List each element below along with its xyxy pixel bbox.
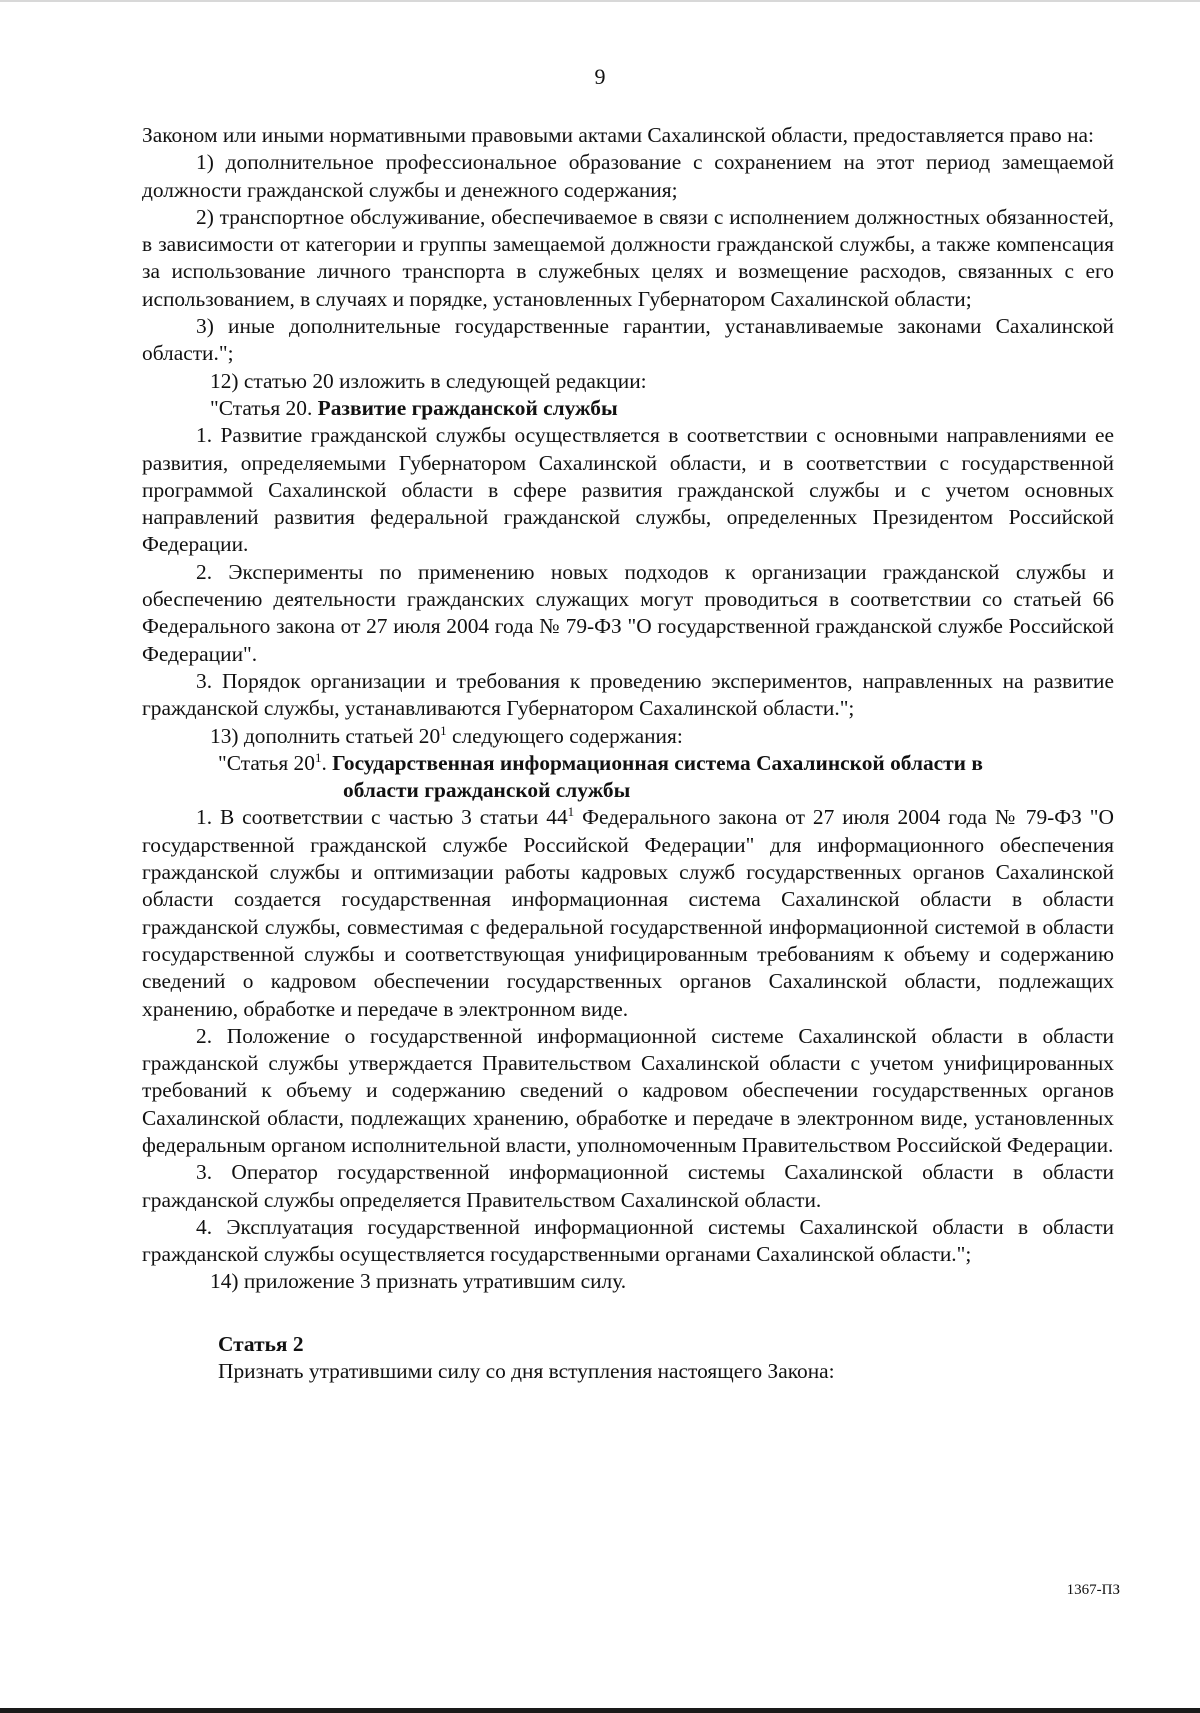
amendment-text: 13) дополнить статьей 20 <box>210 723 441 748</box>
article-title-prefix: "Статья 20 <box>218 750 315 775</box>
article-title-bold-continued: области гражданской службы <box>343 778 631 803</box>
paragraph: 4. Эксплуатация государственной информационной системы Сахалинской области в области гражданской службы осуществляется государственными органами Сахалинской области."; <box>142 1214 1114 1267</box>
amendment-item: 12) статью 20 изложить в следующей редакции: <box>210 368 647 393</box>
list-item: 2) транспортное обслуживание, обеспечиваемое в связи с исполнением должностных обязанностей, в зависимости от категории и группы замещаемой должности гражданской службы, а также компенсация за использование личного транспорта в служебных целях и возмещение расходов, связанных с его использованием, в случаях и порядке, установленных Губернатором Сахалинской области; <box>142 204 1114 311</box>
superscript: 1 <box>567 804 575 820</box>
superscript: 1 <box>314 749 322 765</box>
paragraph: 2. Положение о государственной информационной системе Сахалинской области в области гражданской службы утверждается Правительством Сахалинской области с учетом унифицированных требований к объему и содержанию сведений о кадровом обеспечении государственных органов Сахалинской области, подлежащих хранению, обработке и передаче в электронном виде, установленных федеральным органом исполнительной власти, уполномоченным Правительством Российской Федерации. <box>142 1023 1114 1157</box>
article-title <box>142 750 1114 805</box>
amendment-text: следующего содержания: <box>446 723 683 748</box>
paragraph: 2. Эксперименты по применению новых подходов к организации гражданской службы и обеспечению деятельности гражданских служащих могут проводиться в соответствии со статьей 66 Федерального закона от 27 июля 2004 года № 79-ФЗ "О государственной гражданской службе Российской Федерации". <box>142 559 1114 666</box>
paragraph: 3. Оператор государственной информационной системы Сахалинской области в области гражданской службы определяется Правительством Сахалинской области. <box>142 1160 1114 1212</box>
bottom-edge-line <box>0 1708 1200 1713</box>
document-code: 1367-ПЗ <box>1066 1582 1120 1598</box>
list-item: 3) иные дополнительные государственные гарантии, устанавливаемые законами Сахалинской области."; <box>142 314 1114 366</box>
article-title-prefix: "Статья 20. <box>210 395 318 420</box>
amendment-item <box>142 723 1114 750</box>
article-heading: Статья 2 <box>218 1331 304 1356</box>
paragraph: 3. Порядок организации и требования к проведению экспериментов, направленных на развитие гражданской службы, устанавливаются Губернатором Сахалинской области."; <box>142 668 1114 721</box>
superscript: 1 <box>440 722 447 738</box>
page-number: 9 <box>594 64 606 89</box>
paragraph: 1. Развитие гражданской службы осуществляется в соответствии с основными направлениями ее развития, определяемыми Губернатором Сахалинской области, и в соответствии с государственной программой Сахалинской области в сфере развития гражданской службы и с учетом основных направлений развития федеральной гражданской службы, определенных Президентом Российской Федерации. <box>142 423 1114 557</box>
paragraph-text: Федерального закона от 27 июля 2004 года № 79-ФЗ "О государственной гражданской службе Российской Федерации" для информационного обеспечения гражданской службы и оптимизации работы кадровых служб государственных органов Сахалинской области создается государственная информационная система Сахалинской области в области гражданской службы, совместимая с федеральной государственной информационной системой в области государственной службы и соответствующая унифицированным требованиям к объему и содержанию сведений о кадровом обеспечении государственных органов Сахалинской области, подлежащих хранению, обработке и передаче в электронном виде. <box>142 805 1114 1021</box>
paragraph-text: 1. В соответствии с частью 3 статьи 44 <box>196 805 568 830</box>
top-edge-line <box>0 0 1200 2</box>
article-title-bold: Государственная информационная система Сахалинской области в <box>332 750 983 775</box>
article-title-dot: . <box>321 750 333 775</box>
article-title <box>142 395 1114 422</box>
document-body <box>142 122 1114 1385</box>
paragraph <box>142 804 1114 1022</box>
paragraph: Законом или иными нормативными правовыми актами Сахалинской области, предоставляется право на: <box>142 123 1094 147</box>
amendment-item: 14) приложение 3 признать утратившим силу. <box>210 1269 627 1294</box>
paragraph: Признать утратившими силу со дня вступления настоящего Закона: <box>218 1359 835 1384</box>
spacer <box>142 1296 1114 1331</box>
list-item: 1) дополнительное профессиональное образование с сохранением на этот период замещаемой должности гражданской службы и денежного содержания; <box>142 150 1114 202</box>
article-title-bold: Развитие гражданской службы <box>317 395 618 420</box>
